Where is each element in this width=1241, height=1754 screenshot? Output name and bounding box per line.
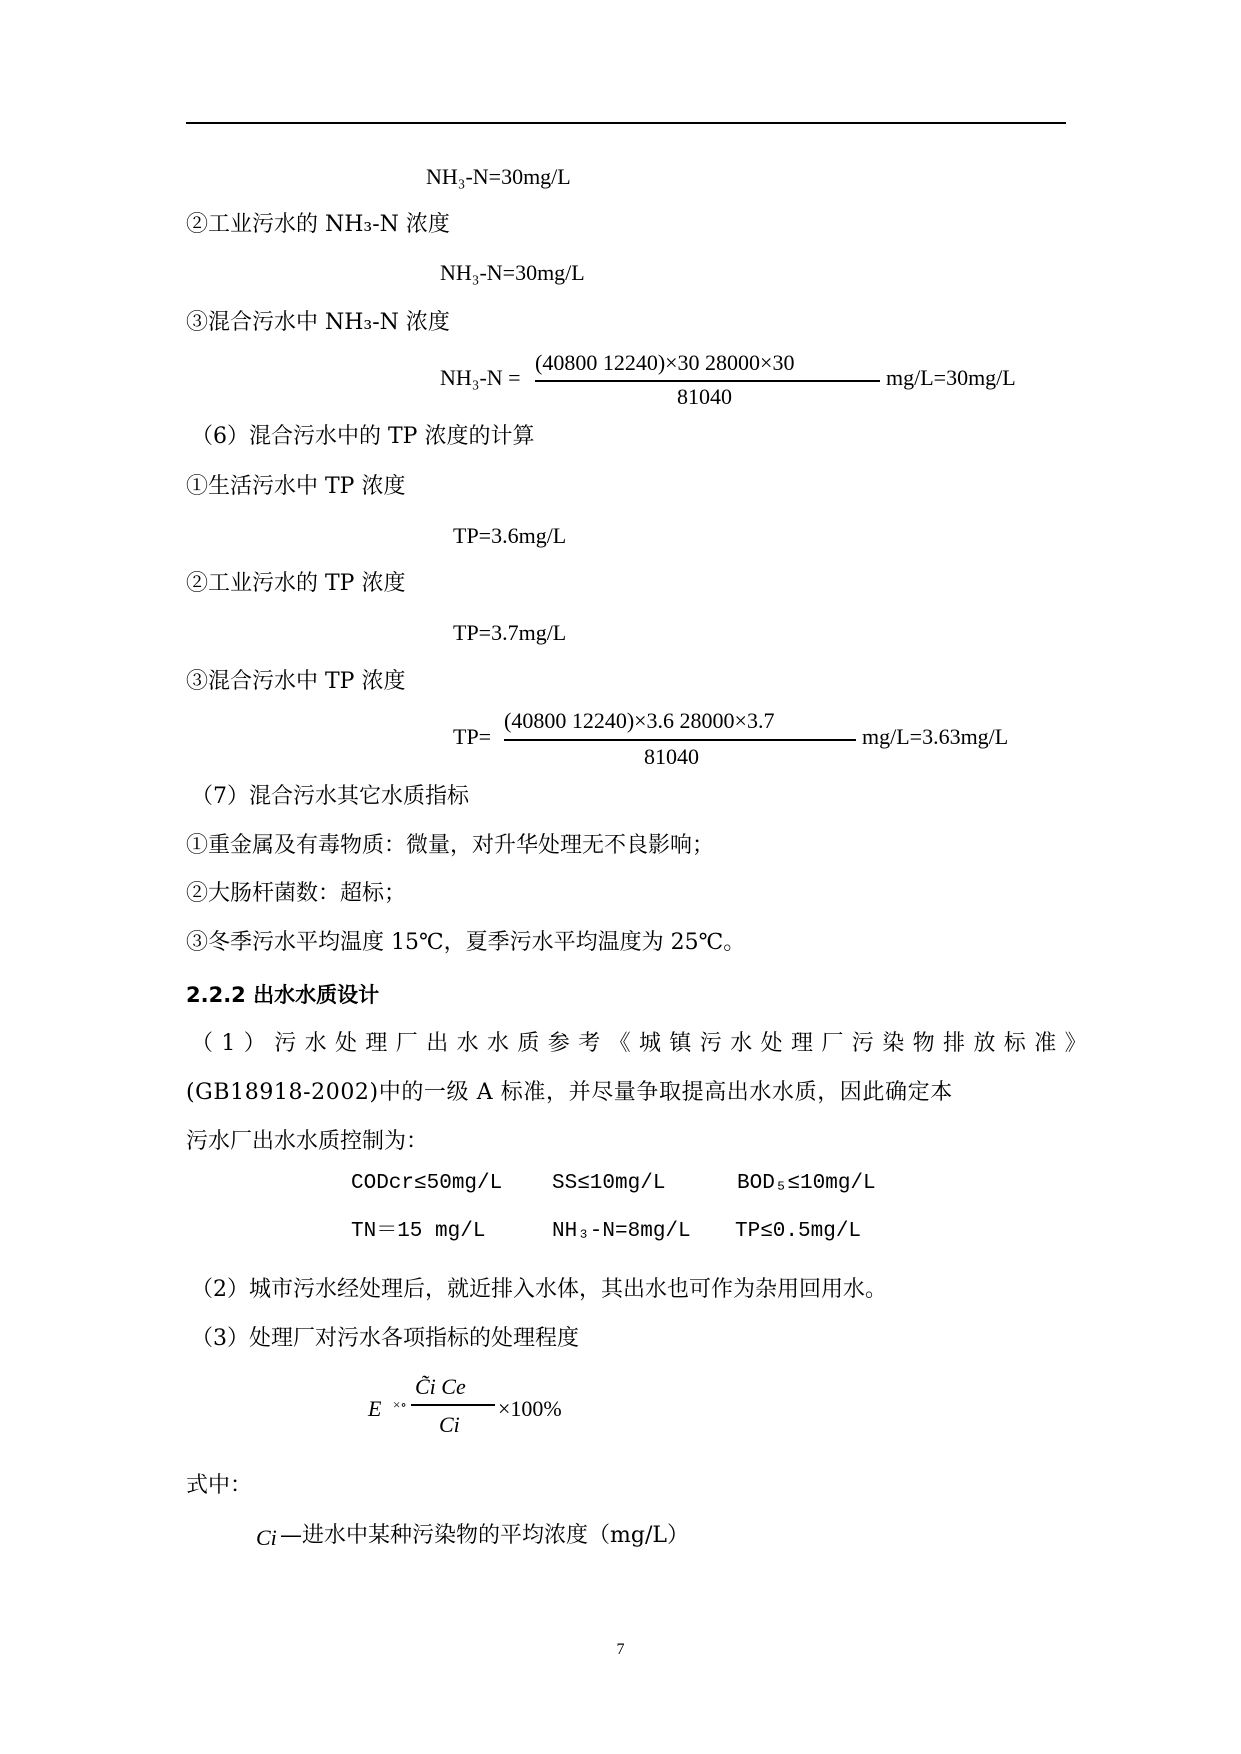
page-number: 7 (616, 1641, 625, 1658)
formula-lhs: E (368, 1396, 382, 1421)
tp-industrial-line: TP=3.7mg/L (453, 620, 567, 645)
formula-denominator: Ci (439, 1412, 460, 1437)
header-rule (186, 122, 1066, 124)
where-label: 式中： (186, 1473, 253, 1498)
nh3-industrial-line: NH₃-N=30mg/L (440, 260, 585, 285)
other-section-heading: （7）混合污水其它水质指标 (191, 784, 469, 809)
tp-section-heading: （6）混合污水中的 TP 浓度的计算 (191, 424, 535, 449)
where-definition: —进水中某种污染物的平均浓度（mg/L） (280, 1523, 689, 1548)
limit-tp: TP≤0.5mg/L (735, 1220, 862, 1243)
tp-mix-denominator: 81040 (644, 744, 699, 769)
nh3-industrial-heading: ②工业污水的 NH₃-N 浓度 (186, 212, 450, 237)
formula-equals: ×∘ (393, 1397, 407, 1412)
tp-mix-lhs: TP= (453, 724, 492, 749)
effluent-section-heading: 2.2.2 出水水质设计 (186, 983, 380, 1007)
formula-numerator: C̃i Ce (415, 1374, 466, 1399)
where-symbol: Ci (256, 1525, 277, 1550)
nh3-mix-rhs: mg/L=30mg/L (886, 365, 1016, 390)
limit-tn: TN＝15 mg/L (351, 1220, 486, 1243)
effluent-para2: （2）城市污水经处理后，就近排入水体，其出水也可作为杂用回用水。 (191, 1277, 887, 1302)
nh3-mix-denominator: 81040 (677, 384, 732, 409)
nh3-domestic-line: NH₃-N=30mg/L (426, 164, 571, 189)
effluent-para1-line2: (GB18918-2002)中的一级 A 标准，并尽量争取提高出水水质，因此确定本 (186, 1080, 953, 1105)
fraction-bar (535, 380, 880, 382)
tp-mix-rhs: mg/L=3.63mg/L (862, 724, 1009, 749)
other-item-coliform: ②大肠杆菌数：超标； (186, 881, 407, 906)
tp-industrial-heading: ②工业污水的 TP 浓度 (186, 571, 406, 596)
tp-mix-numerator: (40800 12240)×3.6 28000×3.7 (504, 708, 775, 733)
limit-ss: SS≤10mg/L (552, 1172, 666, 1195)
nh3-mix-lhs: NH₃-N = (440, 365, 521, 390)
limit-cod: CODcr≤50mg/L (351, 1172, 503, 1195)
limit-nh3n: NH₃-N=8mg/L (552, 1220, 691, 1243)
nh3-mix-numerator: (40800 12240)×30 28000×30 (535, 350, 795, 375)
nh3-mixed-heading: ③混合污水中 NH₃-N 浓度 (186, 310, 450, 335)
other-item-temperature: ③冬季污水平均温度 15℃，夏季污水平均温度为 25℃。 (186, 930, 746, 955)
nh3-mix-fraction (535, 350, 880, 410)
fraction-bar (411, 1404, 495, 1406)
effluent-para1-line3: 污水厂出水水质控制为： (186, 1129, 429, 1154)
fraction-bar (504, 739, 856, 741)
effluent-para1-line1: （1）污水处理厂出水水质参考《城镇污水处理厂污染物排放标准》 (191, 1031, 1095, 1056)
removal-fraction (411, 1374, 495, 1444)
tp-mix-fraction (504, 708, 856, 770)
tp-domestic-line: TP=3.6mg/L (453, 523, 567, 548)
other-item-metals: ①重金属及有毒物质：微量，对升华处理无不良影响； (186, 833, 715, 858)
effluent-para3: （3）处理厂对污水各项指标的处理程度 (191, 1326, 579, 1351)
tp-mixed-heading: ③混合污水中 TP 浓度 (186, 669, 406, 694)
limit-bod: BOD₅≤10mg/L (737, 1172, 876, 1195)
tp-domestic-heading: ①生活污水中 TP 浓度 (186, 474, 406, 499)
formula-rhs: ×100% (498, 1396, 562, 1421)
